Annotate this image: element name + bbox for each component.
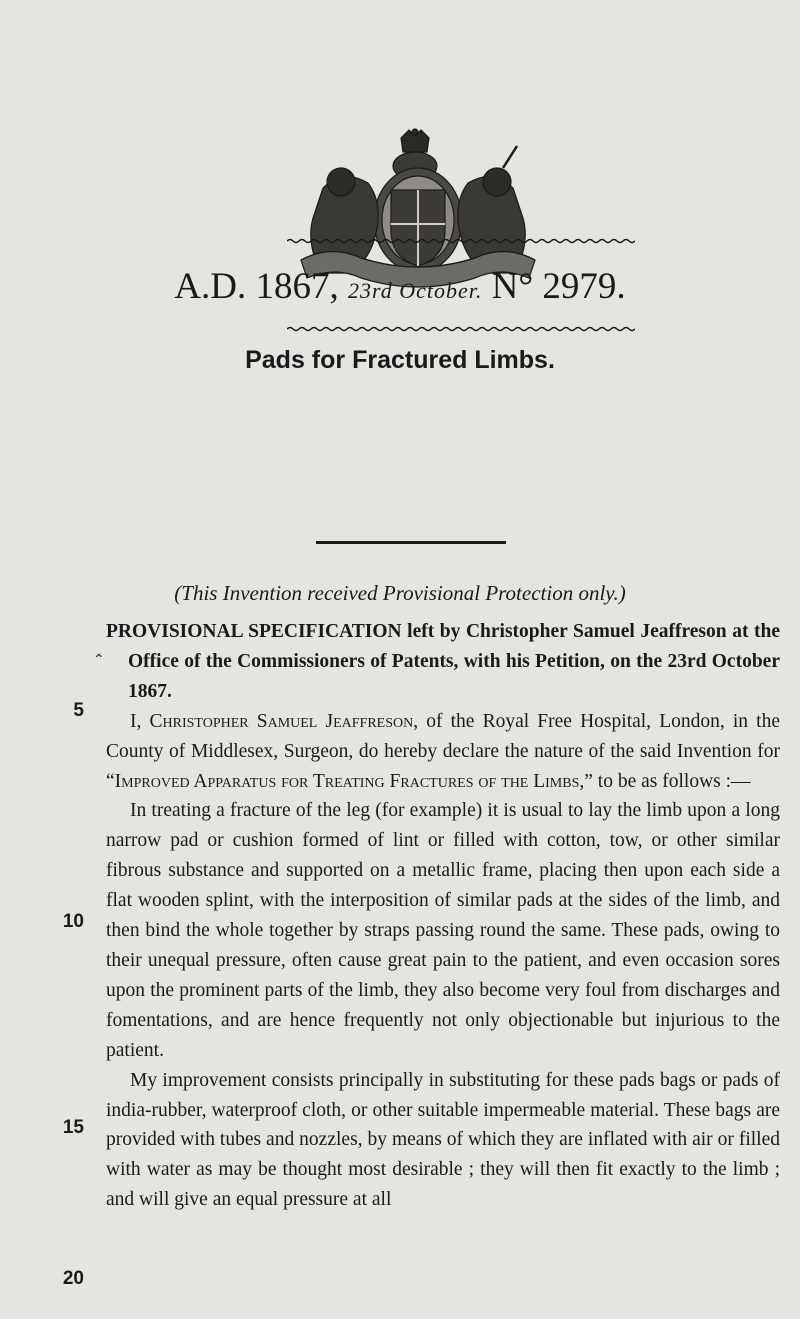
paragraph-background: In treating a fracture of the leg (for example) it is usual to lay the limb upon a long narrow pad or cushion formed of lint or filled with cotton, tow, or other similar fibrous substance and supported on a metallic frame, placing then upon each side a flat wooden splint, with the interposition of similar pads at the sides of the limb, and then bind the whole together by straps passing round the same. These pads, owing to their unequal pressure, often cause great pain to the patient, and even occasion sores upon the prominent parts of the limb, they also become very foul from discharges and fomentations, and are hence frequently not only objectionable but injurious to the patient.: [106, 800, 780, 1061]
specification-label: PROVISIONAL SPECIFICATION: [106, 621, 402, 642]
specification-text: left by Christopher Samuel Jeaffreson at the Office of the Commissioners of Patents, with his Petition, on the 23rd October 1867.: [128, 621, 780, 702]
patent-number: N° 2979.: [491, 266, 626, 307]
specification-body: [106, 617, 780, 1215]
patent-date-line: [0, 267, 800, 311]
protection-note: (This Invention received Provisional Protection only.): [174, 581, 626, 605]
paragraph-text: of the Royal Free Hospital, London, in the County of Middlesex, Surgeon, do hereby declare the nature of the said Invention for “: [106, 710, 780, 792]
title-divider: [316, 541, 506, 544]
line-number: 20: [62, 1268, 84, 1289]
filing-date: 23rd October.: [348, 278, 483, 303]
decorative-rule: [287, 325, 635, 333]
line-number: 15: [62, 1117, 84, 1138]
decorative-rule: [287, 237, 635, 245]
specification-heading: [106, 617, 780, 707]
year: A.D. 1867,: [174, 266, 339, 307]
royal-coat-of-arms-icon: [283, 128, 553, 288]
line-number: 10: [62, 911, 84, 932]
invention-title: Improved Apparatus for Treating Fractures of the Limbs,: [114, 770, 585, 792]
stray-mark: ⌃: [93, 653, 105, 668]
document-title: Pads for Fractured Limbs.: [245, 346, 555, 374]
paragraph-declaration: [106, 707, 780, 797]
paragraph-tail: ” to be as follows :—: [584, 770, 751, 792]
line-number: 5: [73, 700, 84, 721]
paragraph-improvement: My improvement consists principally in substituting for these pads bags or pads of india-rubber, waterproof cloth, or other suitable impermeable material. These bags are provided with tubes and nozzles, by means of which they are inflated with air or filled with water as may be thought most desirable ; they will then fit exactly to the limb ; and will give an equal pressure at all: [106, 1069, 780, 1211]
declarant-name: I, Christopher Samuel Jeaffreson,: [130, 710, 419, 732]
